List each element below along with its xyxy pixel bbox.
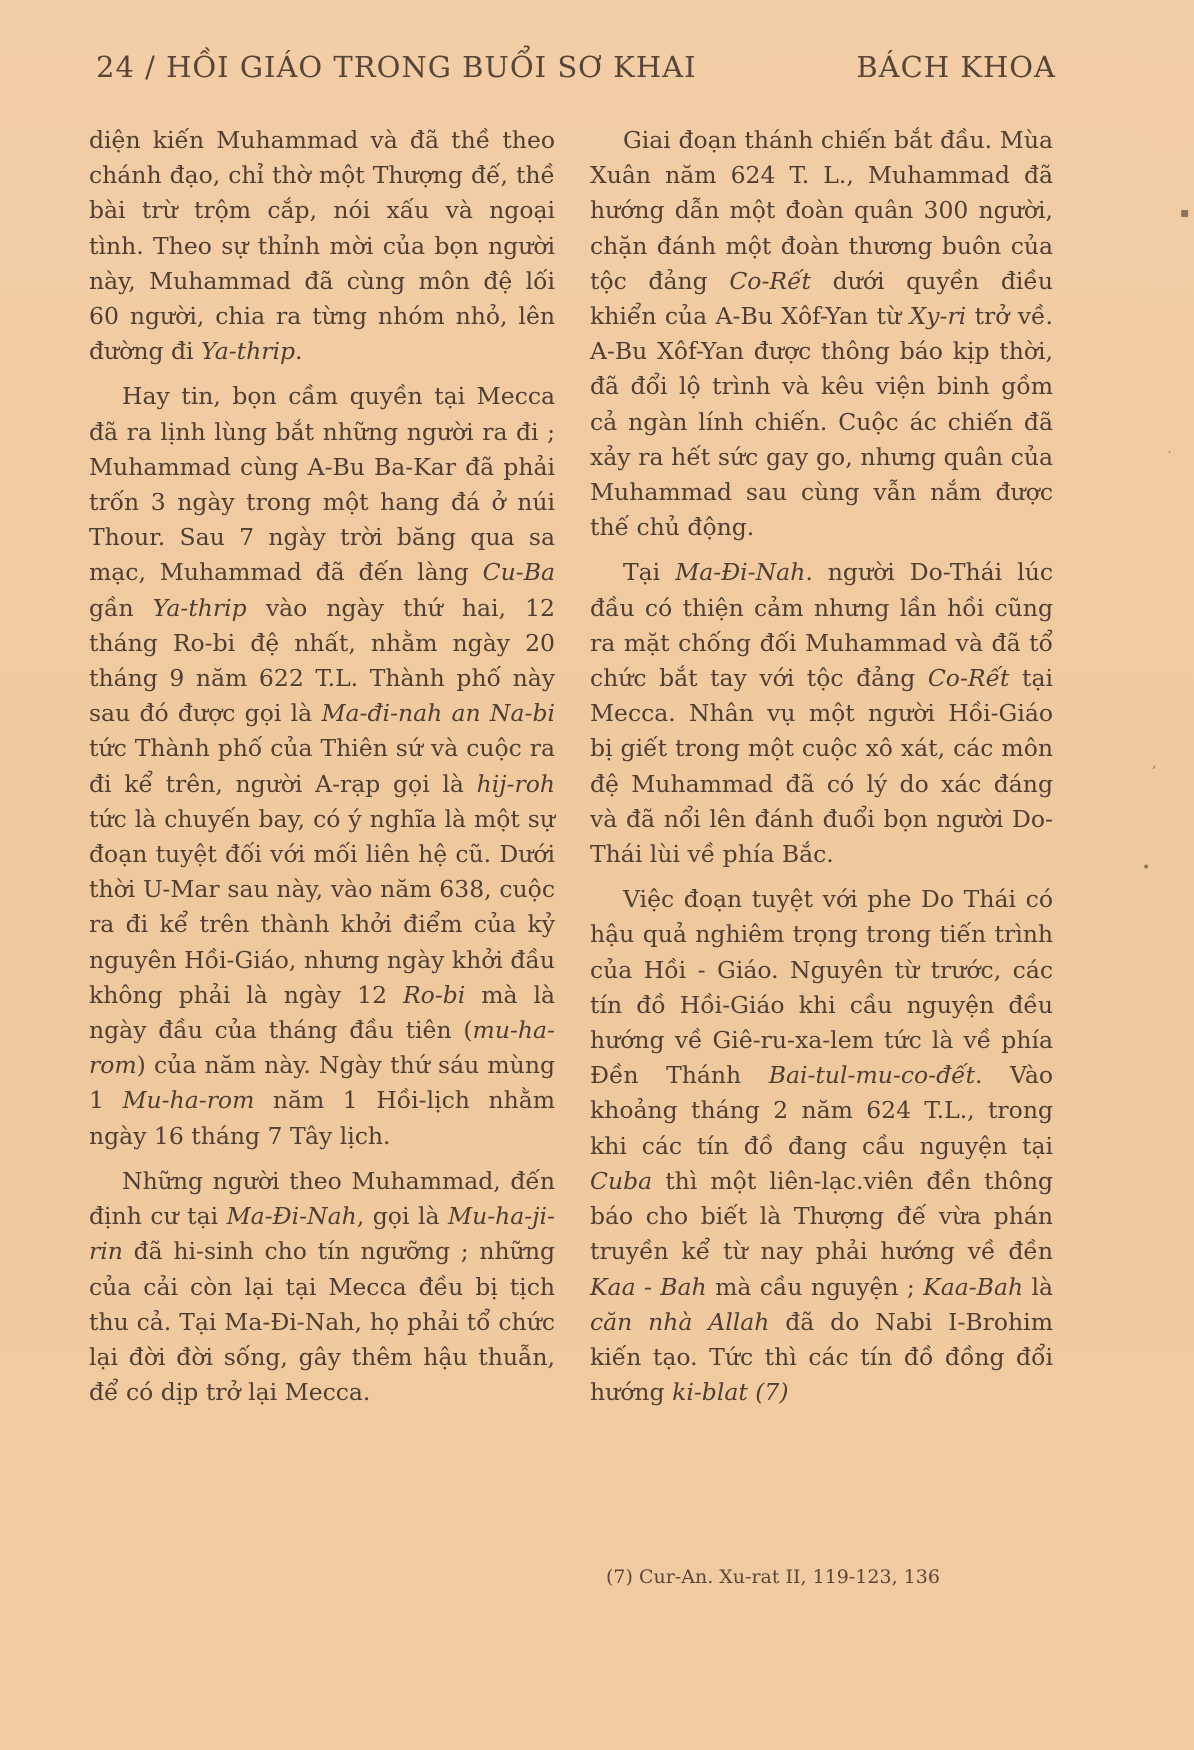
text: dưới quyền điều khiển của A-Bu Xôf-Yan từ xyxy=(590,266,1053,331)
italic-term: Kaa-Bah xyxy=(923,1272,1024,1301)
text: mà cầu nguyện ; xyxy=(706,1272,924,1301)
italic-term: Kaa - Bah xyxy=(590,1272,707,1301)
text: năm 1 Hồi-lịch nhằm ngày 16 tháng 7 Tây lịch. xyxy=(89,1086,556,1150)
italic-term: Mu-ha-ji-rin xyxy=(89,1202,555,1266)
paragraph xyxy=(590,882,1053,1410)
italic-place-name: Ya-thrip xyxy=(201,337,296,366)
text: . Vào khoảng tháng 2 năm 624 T.L., trong khi các tín đồ đang cầu nguyện tại xyxy=(590,1061,1053,1160)
italic-term: Co-Rết xyxy=(927,664,1010,693)
italic-term: Ma-Đi-Nah xyxy=(675,558,806,587)
italic-term: mu-ha-rom xyxy=(89,1016,555,1080)
paragraph xyxy=(89,123,555,369)
text: đã do Nabi I-Brohim kiến tạo. Tức thì các tín đồ đồng đổi hướng xyxy=(590,1307,1053,1407)
text: tại Mecca. Nhân vụ một người Hồi-Giáo bị giết trong một cuộc xô xát, các môn đệ Muhammad đã có lý do xác đáng và đã nổi lên đánh đuổi bọn người Do-Thái lùi về phía Bắc. xyxy=(590,664,1053,869)
paragraph xyxy=(590,123,1053,545)
italic-term: Ma-Đi-Nah xyxy=(226,1202,357,1231)
italic-term: Ma-đi-nah an Na-bi xyxy=(321,699,555,728)
text: là xyxy=(1023,1272,1054,1301)
italic-term: Xy-ri xyxy=(909,302,967,331)
text: tức là chuyến bay, có ý nghĩa là một sự đoạn tuyệt đối với mối liên hệ cũ. Dưới thời U-Mar sau này, vào năm 638, cuộc ra đi kể trên thành khởi điểm của kỷ nguyên Hồi-Giáo, nhưng ngày khởi đầu không phải là ngày 12 xyxy=(89,804,555,1009)
paragraph xyxy=(590,555,1053,872)
italic-term: Ya-thrip xyxy=(152,593,247,622)
text: đã hi-sinh cho tín ngưỡng ; những của cải còn lại tại Mecca đều bị tịch thu cả. Tại Ma-Đi-Nah, họ phải tổ chức lại đời đời sống, gây thêm hậu thuẫn, để có dịp trở lại Mecca. xyxy=(89,1237,555,1407)
italic-term: Bai-tul-mu-co-đết xyxy=(768,1061,976,1090)
right-column xyxy=(590,123,1053,1420)
text: . xyxy=(295,337,303,366)
italic-term: hij-roh xyxy=(476,769,555,798)
text: ) của năm này. Ngày thứ sáu mùng 1 xyxy=(89,1051,555,1115)
text: Hay tin, bọn cầm quyền tại Mecca đã ra lịnh lùng bắt những người ra đi ; Muhammad cùng A-Bu Ba-Kar đã phải trốn 3 ngày trong một hang đá ở núi Thour. Sau 7 ngày trời băng qua sa mạc, Muhammad đã đến làng xyxy=(89,382,555,587)
italic-term: Cuba xyxy=(590,1166,653,1195)
footnote: (7) Cur-An. Xu-rat II, 119-123, 136 xyxy=(606,1566,940,1588)
text: Những người theo Muhammad, đến định cư tại xyxy=(89,1166,555,1231)
italic-term: Cu-Ba xyxy=(482,558,555,587)
text: gần xyxy=(89,593,153,622)
text: Tại xyxy=(623,558,676,587)
page-number-and-title: 24 / HỒI GIÁO TRONG BUỔI SƠ KHAI xyxy=(96,50,697,84)
text: Việc đoạn tuyệt với phe Do Thái có hậu quả nghiêm trọng trong tiến trình của Hồi - Giáo. Nguyên từ trước, các tín đồ Hồi-Giáo khi cầu nguyện đều hướng về Giê-ru-xa-lem tức là về phía Đền Thánh xyxy=(590,885,1053,1090)
text: tức Thành phố của Thiên sứ và cuộc ra đi kể trên, người A-rạp gọi là xyxy=(89,734,555,798)
magazine-name: BÁCH KHOA xyxy=(856,50,1056,84)
text: . người Do-Thái lúc đầu có thiện cảm nhưng lần hồi cũng ra mặt chống đối Muhammad và đã tổ chức bắt tay với tộc đảng xyxy=(590,558,1053,693)
italic-term: ki-blat (7) xyxy=(672,1378,789,1407)
left-column xyxy=(89,123,555,1420)
paragraph xyxy=(89,379,555,1153)
text: thì một liên-lạc.viên đền thông báo cho biết là Thượng đế vừa phán truyền kể từ nay phải hướng về đền xyxy=(590,1166,1053,1266)
text: diện kiến Muhammad và đã thề theo chánh đạo, chỉ thờ một Thượng đế, thề bài trừ trộm cắp, nói xấu và ngoại tình. Theo sự thỉnh mời của bọn người này, Muhammad đã cùng môn đệ lối 60 người, chia ra từng nhóm nhỏ, lên đường đi xyxy=(89,126,555,366)
text: , gọi là xyxy=(356,1202,449,1231)
paragraph xyxy=(89,1164,555,1410)
text: trở về. A-Bu Xôf-Yan được thông báo kịp thời, đã đổi lộ trình và kêu viện binh gồm cả ngàn lính chiến. Cuộc ác chiến đã xảy ra hết sức gay go, nhưng quân của Muhammad sau cùng vẫn nắm được thế chủ động. xyxy=(590,302,1053,542)
italic-term: Co-Rết xyxy=(729,266,811,295)
italic-term: Ro-bi xyxy=(402,980,466,1009)
text: Giai đoạn thánh chiến bắt đầu. Mùa Xuân năm 624 T. L., Muhammad đã hướng dẫn một đoàn quân 300 người, chặn đánh một đoàn thương buôn của tộc đảng xyxy=(590,126,1053,295)
italic-term: căn nhà Allah xyxy=(590,1307,770,1336)
book-page: 24 / HỒI GIÁO TRONG BUỔI SƠ KHAI BÁCH KHOA diện kiến Muhammad và đã thề theo chánh đạo, chỉ thờ một Thượng đế, thề bài trừ trộm cắp, nói xấu và ngoại tình. Theo sự thỉnh mời của bọn người này, Muhammad đã cùng môn đệ lối 60 người, chia ra từng nhóm nhỏ, lên đường đi Ya-thrip. Hay tin, bọn cầm quyền tại Mecca đã ra lịnh lùng bắt những người ra đi ; Muhammad cùng A-Bu Ba-Kar đã phải trốn 3 ngày trong một hang đá ở núi Thour. Sau 7 ngày trời băng qua sa mạc, Muhammad đã đến làng Cu-Ba gần Ya-thrip vào ngày thứ hai, 12 tháng Ro-bi đệ nhất, nhằm ngày 20 tháng 9 năm 622 T.L. Thành phố này sau đó được gọi là Ma-đi-nah an Na-bi tức Thành phố của Thiên sứ và cuộc ra đi kể trên, người A-rạp gọi là hij-roh tức là chuyến bay, có ý nghĩa là một sự đoạn tuyệt đối với mối liên hệ cũ. Dưới thời U-Mar sau này, vào năm 638, cuộc ra đi kể trên thành khởi điểm của kỷ nguyên Hồi-Giáo, nhưng ngày khởi đầu không phải là ngày 12 Ro-bi mà là ngày đầu của tháng đầu tiên (mu-ha-rom) của năm này. Ngày thứ sáu mùng 1 Mu-ha-rom năm 1 Hồi-lịch nhằm ngày 16 tháng 7 Tây lịch. Những người theo Muhammad, đến định cư tại Ma-Đi-Nah, gọi là Mu-ha-ji-rin đã hi-sinh cho tín ngưỡng ; những của cải còn lại tại Mecca đều bị tịch thu cả. Tại Ma-Đi-Nah, họ phải tổ chức lại đời đời sống, gây thêm hậu thuẫn, để có dịp trở lại Mecca. Giai đoạn thánh chiến bắt đầu. Mùa Xuân năm 624 T. L., Muhammad đã hướng dẫn một đoàn quân 300 người, chặn đánh một đoàn thương buôn của tộc đảng Co-Rết dưới quyền điều khiển của A-Bu Xôf-Yan từ Xy-ri trở về. A-Bu Xôf-Yan được thông báo kịp thời, đã đổi lộ trình và kêu viện binh gồm cả ngàn lính chiến. Cuộc ác chiến đã xảy ra hết sức gay go, nhưng quân của Muhammad sau cùng vẫn nắm được thế chủ động. Tại Ma-Đi-Nah. người Do-Thái lúc đầu có thiện cảm nhưng lần hồi cũng ra mặt chống đối Muhammad và đã tổ chức bắt tay với tộc đảng Co-Rết tại Mecca. Nhân vụ một người Hồi-Giáo bị giết trong một cuộc xô xát, các môn đệ Muhammad đã có lý do xác đáng và đã nổi lên đánh đuổi bọn người Do-Thái lùi về phía Bắc. Việc đoạn tuyệt với phe Do Thái có hậu quả nghiêm trọng trong tiến trình của Hồi - Giáo. Nguyên từ trước, các tín đồ Hồi-Giáo khi cầu nguyện đều hướng về Giê-ru-xa-lem tức là về phía Đền Thánh Bai-tul-mu-co-đết. Vào khoảng tháng 2 năm 624 T.L., trong khi các tín đồ đang cầu nguyện tại Cuba thì một liên-lạc.viên đền thông báo cho biết là Thượng đế vừa phán truyền kể từ nay phải hướng về đền Kaa - Bah mà cầu nguyện ; Kaa-Bah là căn nhà Allah đã do Nabi I-Brohim kiến tạo. Tức thì các tín đồ đồng đổi hướng ki-blat (7) (7) Cur-An. Xu-rat II, 119-123, 136 ▪ ˙ ‚ • xyxy=(0,0,1194,1750)
text: vào ngày thứ hai, 12 tháng Ro-bi đệ nhất, nhằm ngày 20 tháng 9 năm 622 T.L. Thành phố này sau đó được gọi là xyxy=(89,593,555,728)
italic-term: Mu-ha-rom xyxy=(122,1086,255,1115)
text: mà là ngày đầu của tháng đầu tiên ( xyxy=(89,980,555,1045)
